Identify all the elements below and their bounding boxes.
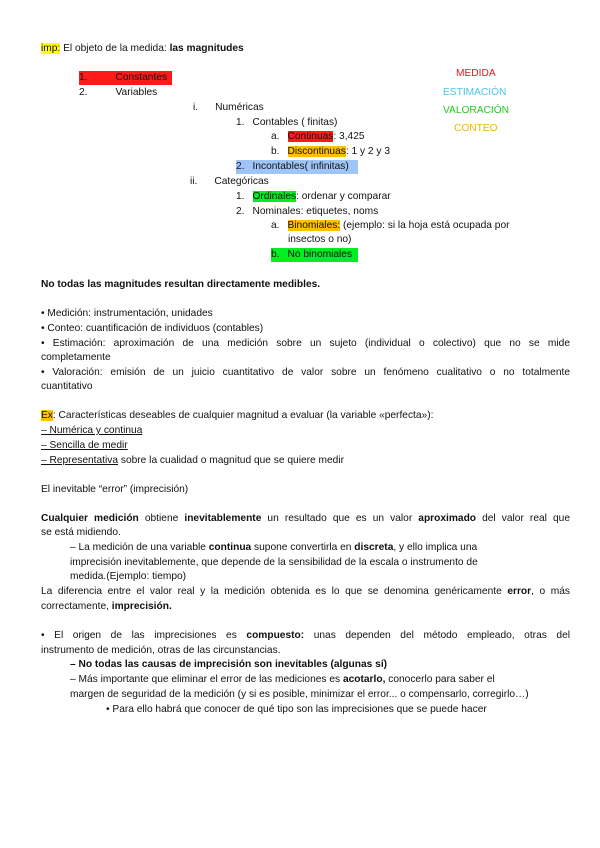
bullet-conteo: • Conteo: cuantificación de individuos (contables)	[41, 323, 264, 334]
outline-item-continuas: a. Continuas: 3,425	[271, 131, 365, 142]
header-bold: las magnitudes	[169, 43, 244, 54]
legend-estimacion: ESTIMACIÓN	[443, 87, 507, 98]
ex-line: Ex: Características deseables de cualquier magnitud a evaluar (la variable «perfecta»):	[41, 410, 434, 421]
bullet-estimacion: • Estimación: aproximación de una medición sobre un sujeto (individual o colectivo) que no se mide	[41, 338, 570, 349]
dash-no-todas: – No todas las causas de imprecisión son inevitables (algunas sí)	[70, 659, 388, 670]
bullet-estimacion-cont: completamente	[41, 352, 111, 363]
origin-line1: • El origen de las imprecisiones es compuesto: unas dependen del método empleado, otras del	[41, 630, 571, 641]
dash-acotarlo-line2: margen de seguridad de la medición (y si es posible, minimizar el error... o compensarlo, corregirlo…)	[70, 689, 529, 700]
outline-item-ordinales: 1. Ordinales: ordenar y comparar	[236, 191, 391, 202]
outline-item-binomiales-cont: insectos o no)	[288, 234, 352, 245]
outline-item-discontinuas: b. Discontinuas: 1 y 2 y 3	[271, 146, 390, 157]
origin-line2: instrumento de medición, otras de las circunstancias.	[41, 645, 281, 656]
outline-item-binomiales: a. Binomiales: (ejemplo: si la hoja está ocupada por	[271, 220, 510, 231]
legend-conteo: CONTEO	[454, 123, 498, 134]
dash-acotarlo-line1: – Más importante que eliminar el error de las mediciones es acotarlo, conocerlo para saber el	[70, 674, 495, 685]
p2-line2: imprecisión inevitablemente, que depende de la sensibilidad de la escala o instrumento de	[70, 557, 478, 568]
p2-line1: – La medición de una variable continua supone convertirla en discreta, y ello implica una	[70, 542, 478, 553]
outline-item-incontables: 2. Incontables( infinitas)	[236, 160, 358, 174]
section1-heading: No todas las magnitudes resultan directamente medibles.	[41, 279, 321, 290]
bullet-medicion: • Medición: instrumentación, unidades	[41, 308, 213, 319]
ex-item-representativa: – Representativa sobre la cualidad o magnitud que se quiere medir	[41, 455, 344, 466]
bullet-valoracion-cont: cuantitativo	[41, 381, 93, 392]
outline-item-variables: 2. Variables	[79, 87, 158, 98]
outline-item-categoricas: ii. Categóricas	[190, 176, 269, 187]
p3-line1: La diferencia entre el valor real y la medición obtenida es lo que se denomina genéricamente error, o más	[41, 586, 570, 597]
imp-tag: imp:	[41, 43, 61, 54]
outline-item-numericas: i. Numéricas	[193, 102, 264, 113]
outline-item-contables: 1. Contables ( finitas)	[236, 117, 338, 128]
p1-line2: se está midiendo.	[41, 527, 121, 538]
outline-item-no-binomiales: b. No binomiales	[271, 248, 358, 262]
bullet-valoracion: • Valoración: emisión de un juicio cuantitativo de valor sobre un fenómeno cualitativo o no totalmente	[41, 367, 570, 378]
outline-item-nominales: 2. Nominales: etiquetes, noms	[236, 206, 379, 217]
header-line	[41, 42, 244, 56]
ex-item-numerica: – Numérica y continua	[41, 425, 143, 436]
legend-medida: MEDIDA	[456, 68, 496, 79]
ex-item-sencilla: – Sencilla de medir	[41, 440, 128, 451]
p1-line1: Cualquier medición obtiene inevitablemente un resultado que es un valor aproximado del valor real que	[41, 513, 570, 524]
error-title: El inevitable “error” (imprecisión)	[41, 484, 189, 495]
p3-line2: correctamente, imprecisión.	[41, 601, 172, 612]
outline-item-constantes: 1. Constantes	[79, 71, 172, 85]
header-intro: El objeto de la medida:	[60, 43, 170, 54]
legend-valoracion: VALORACIÓN	[443, 105, 510, 116]
p2-line3: medida.(Ejemplo: tiempo)	[70, 571, 187, 582]
bullet-tipo-imprecisiones: • Para ello habrá que conocer de qué tipo son las imprecisiones que se puede hacer	[106, 704, 487, 715]
